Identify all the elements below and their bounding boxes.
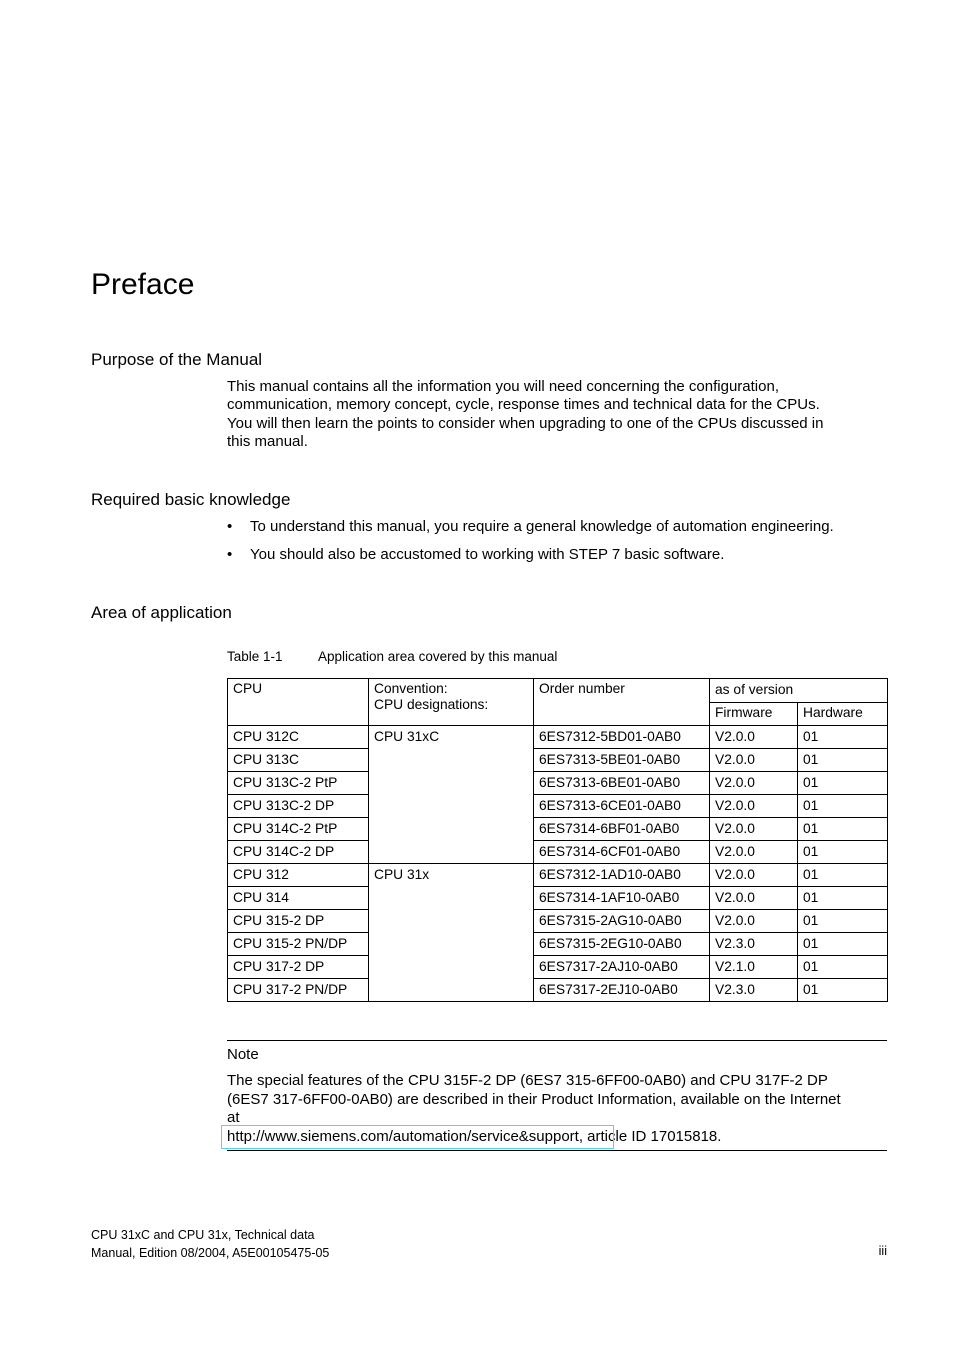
cell-cpu: CPU 313C-2 PtP — [228, 772, 369, 795]
header-version: as of version — [710, 679, 888, 703]
purpose-line: This manual contains all the information you will need concerning the configuration, — [227, 378, 779, 395]
cell-cpu: CPU 312 — [228, 864, 369, 887]
cell-cpu: CPU 313C-2 DP — [228, 795, 369, 818]
cell-order: 6ES7315-2EG10-0AB0 — [534, 933, 710, 956]
table-row — [228, 818, 888, 841]
cell-order: 6ES7315-2AG10-0AB0 — [534, 910, 710, 933]
support-link[interactable]: http://www.siemens.com/automation/service&support, — [227, 1127, 583, 1145]
article-id-text: article ID 17015818. — [583, 1127, 722, 1145]
cell-order: 6ES7314-6BF01-0AB0 — [534, 818, 710, 841]
cell-order: 6ES7312-5BD01-0AB0 — [534, 726, 710, 749]
cell-order: 6ES7313-6CE01-0AB0 — [534, 795, 710, 818]
table-row — [228, 864, 888, 887]
purpose-paragraph — [227, 378, 877, 451]
purpose-line: this manual. — [227, 432, 308, 450]
cell-hardware: 01 — [798, 887, 888, 910]
note-bottom-divider — [227, 1150, 887, 1151]
cell-firmware: V2.0.0 — [710, 818, 798, 841]
cell-hardware: 01 — [798, 841, 888, 864]
footer-title: CPU 31xC and CPU 31x, Technical data — [91, 1228, 315, 1242]
footer — [91, 1226, 329, 1262]
cell-cpu: CPU 315-2 DP — [228, 910, 369, 933]
cell-hardware: 01 — [798, 956, 888, 979]
cell-cpu: CPU 313C — [228, 749, 369, 772]
cell-hardware: 01 — [798, 749, 888, 772]
note-line: at — [227, 1109, 240, 1126]
purpose-line: communication, memory concept, cycle, response times and technical data for the CPUs. — [227, 396, 820, 414]
purpose-line: You will then learn the points to consider when upgrading to one of the CPUs discussed in — [227, 414, 824, 432]
table-row — [228, 726, 888, 749]
bullet-text: You should also be accustomed to working with STEP 7 basic software. — [250, 546, 725, 563]
bullet-icon: • — [227, 546, 233, 563]
cell-cpu: CPU 315-2 PN/DP — [228, 933, 369, 956]
application-heading: Area of application — [91, 603, 232, 622]
cell-hardware: 01 — [798, 864, 888, 887]
cell-convention: CPU 31x — [369, 864, 534, 1002]
cell-hardware: 01 — [798, 772, 888, 795]
header-convention-line: Convention: — [374, 681, 448, 696]
cell-cpu: CPU 314C-2 DP — [228, 841, 369, 864]
header-convention-line: CPU designations: — [374, 697, 489, 712]
cell-order: 6ES7314-6CF01-0AB0 — [534, 841, 710, 864]
cell-hardware: 01 — [798, 979, 888, 1002]
table-row — [228, 749, 888, 772]
header-cpu: CPU — [228, 679, 369, 726]
cell-convention: CPU 31xC — [369, 726, 534, 864]
table-row — [228, 956, 888, 979]
cell-cpu: CPU 317-2 DP — [228, 956, 369, 979]
note-heading: Note — [227, 1046, 259, 1063]
cell-cpu: CPU 312C — [228, 726, 369, 749]
knowledge-heading: Required basic knowledge — [91, 490, 291, 509]
cell-firmware: V2.0.0 — [710, 795, 798, 818]
table-row — [228, 841, 888, 864]
cell-order: 6ES7317-2EJ10-0AB0 — [534, 979, 710, 1002]
page-title: Preface — [91, 268, 195, 301]
cell-hardware: 01 — [798, 726, 888, 749]
header-order-number: Order number — [534, 679, 710, 726]
application-table — [227, 678, 888, 1002]
cell-firmware: V2.3.0 — [710, 933, 798, 956]
header-firmware: Firmware — [710, 703, 798, 726]
cell-firmware: V2.0.0 — [710, 910, 798, 933]
cell-order: 6ES7317-2AJ10-0AB0 — [534, 956, 710, 979]
table-row — [228, 795, 888, 818]
note-line: (6ES7 317-6FF00-0AB0) are described in their Product Information, available on the Internet — [227, 1090, 841, 1108]
cell-firmware: V2.1.0 — [710, 956, 798, 979]
cell-hardware: 01 — [798, 818, 888, 841]
list-item — [227, 518, 887, 546]
cell-order: 6ES7313-6BE01-0AB0 — [534, 772, 710, 795]
bullet-text: To understand this manual, you require a general knowledge of automation engineering. — [250, 518, 834, 535]
support-link-focus-box[interactable] — [221, 1125, 614, 1149]
purpose-heading: Purpose of the Manual — [91, 350, 263, 369]
table-row — [228, 979, 888, 1002]
cell-firmware: V2.0.0 — [710, 772, 798, 795]
bullet-icon: • — [227, 518, 233, 535]
cell-firmware: V2.0.0 — [710, 726, 798, 749]
list-item — [227, 546, 887, 574]
header-hardware: Hardware — [798, 703, 888, 726]
table-row — [228, 772, 888, 795]
page-number: iii — [878, 1244, 887, 1258]
cell-firmware: V2.3.0 — [710, 979, 798, 1002]
knowledge-list — [227, 518, 887, 574]
table-number: Table 1-1 — [227, 649, 283, 664]
cell-order: 6ES7314-1AF10-0AB0 — [534, 887, 710, 910]
table-caption — [227, 649, 557, 664]
table-row — [228, 887, 888, 910]
cell-order: 6ES7312-1AD10-0AB0 — [534, 864, 710, 887]
cell-firmware: V2.0.0 — [710, 841, 798, 864]
note-top-divider — [227, 1040, 887, 1041]
cell-cpu: CPU 314C-2 PtP — [228, 818, 369, 841]
cell-hardware: 01 — [798, 933, 888, 956]
cell-firmware: V2.0.0 — [710, 749, 798, 772]
cell-cpu: CPU 317-2 PN/DP — [228, 979, 369, 1002]
cell-firmware: V2.0.0 — [710, 887, 798, 910]
table-caption-text: Application area covered by this manual — [318, 649, 558, 664]
header-convention — [369, 679, 534, 726]
cell-cpu: CPU 314 — [228, 887, 369, 910]
note-line: The special features of the CPU 315F-2 DP (6ES7 315-6FF00-0AB0) and CPU 317F-2 DP — [227, 1072, 828, 1089]
table-row — [228, 933, 888, 956]
cell-order: 6ES7313-5BE01-0AB0 — [534, 749, 710, 772]
table-row — [228, 910, 888, 933]
cell-hardware: 01 — [798, 795, 888, 818]
footer-edition: Manual, Edition 08/2004, A5E00105475-05 — [91, 1246, 330, 1260]
cell-firmware: V2.0.0 — [710, 864, 798, 887]
cell-hardware: 01 — [798, 910, 888, 933]
